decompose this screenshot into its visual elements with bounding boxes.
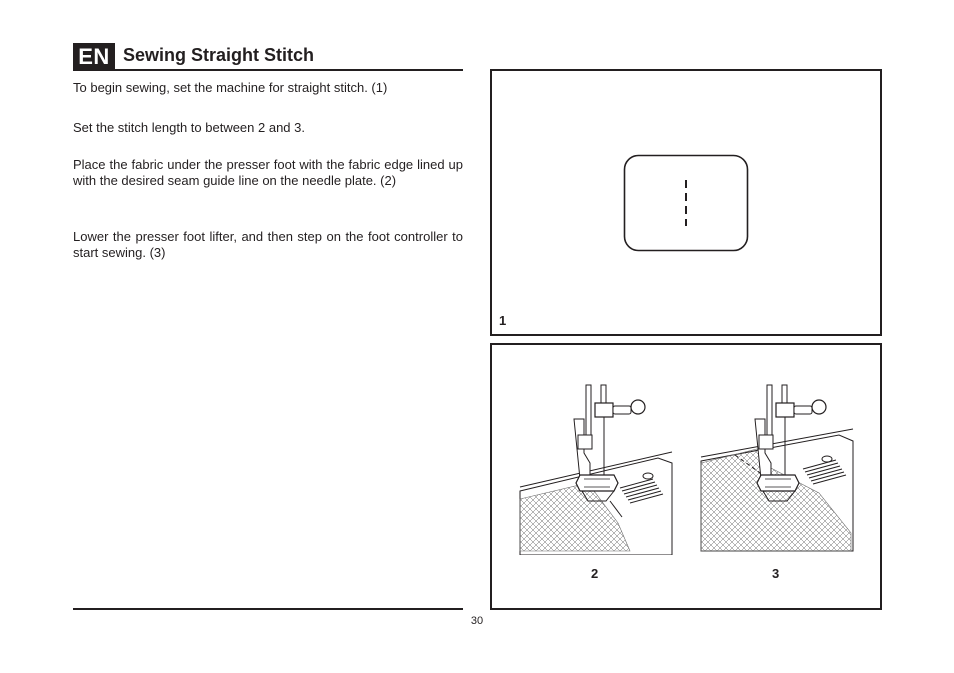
page-number: 30	[470, 615, 484, 627]
instruction-step-4: Lower the presser foot lifter, and then step on the foot controller to start sewing. (3)	[73, 229, 463, 260]
figure-label-2: 2	[591, 566, 599, 581]
instruction-step-1: To begin sewing, set the machine for straight stitch. (1)	[73, 80, 388, 95]
instruction-step-3: Place the fabric under the presser foot with the fabric edge lined up with the desired seam guide line on the needle plate. (2)	[73, 157, 463, 188]
figure-panel-2	[490, 343, 882, 610]
figure-label-1: 1	[499, 313, 507, 328]
header-rule	[73, 69, 463, 71]
figure-panel-1	[490, 69, 882, 336]
language-badge: EN	[73, 43, 115, 71]
page-title: Sewing Straight Stitch	[123, 45, 315, 65]
presser-foot-fabric-guide-icon	[518, 383, 673, 555]
footer-rule	[73, 608, 463, 610]
instruction-step-2: Set the stitch length to between 2 and 3.	[73, 120, 305, 135]
presser-foot-sewing-icon	[699, 383, 854, 555]
figure-label-3: 3	[772, 566, 780, 581]
straight-stitch-display-icon	[623, 154, 749, 252]
